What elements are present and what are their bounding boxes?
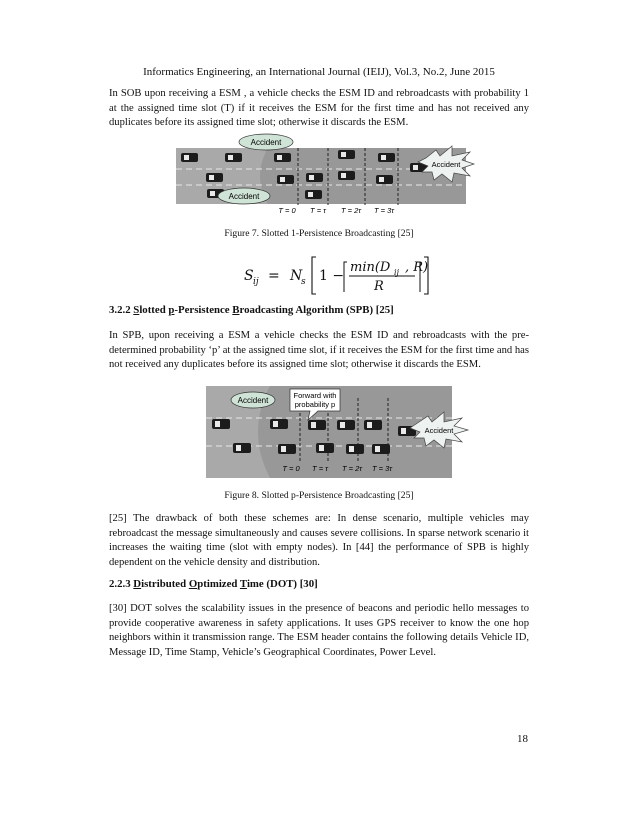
page-number: 18 xyxy=(517,733,528,745)
vehicle xyxy=(364,420,382,430)
time-label: T = 2τ xyxy=(341,464,363,473)
accident-burst-label: Accident xyxy=(424,426,454,435)
vehicle xyxy=(233,443,251,453)
time-label: T = 0 xyxy=(278,206,296,215)
formula-numerator-sub: ij xyxy=(394,268,400,277)
formula-n: N xyxy=(290,268,303,284)
vehicle xyxy=(372,444,390,454)
figure-8-caption: Figure 8. Slotted p-Persistence Broadcasting [25] xyxy=(224,490,414,501)
time-label: T = τ xyxy=(310,206,326,215)
vehicle xyxy=(212,419,230,429)
heading-dot: 2.2.3 Distributed Optimized Time (DOT) [30] xyxy=(109,578,318,590)
paragraph-dot: [30] DOT solves the scalability issues in the presence of beacons and periodic hello messages to provide cooperative awareness in safety applications. It uses GPS receiver to know the one hop neighbors within it transmission range. The ESM header contains the following details Vehicle ID, Message ID, Time Stamp, Vehicle’s Geographical Coordinates, Power Level. xyxy=(109,603,529,658)
accident-callout-top-label: Accident xyxy=(250,138,282,147)
formula-lhs-sub: ij xyxy=(253,277,259,287)
formula-denominator: R xyxy=(374,279,384,294)
heading-spb: 3.2.2 Slotted p-Persistence Broadcasting Algorithm (SPB) [25] xyxy=(109,304,394,316)
vehicle xyxy=(308,420,326,430)
paragraph-sob: In SOB upon receiving a ESM , a vehicle checks the ESM ID and rebroadcasts with probability 1 at the assigned time slot (T) if it receives the ESM for the first time and has not received any duplicates before its assigned time slot; otherwise it discards the ESM. xyxy=(109,88,529,128)
time-label: T = 3τ xyxy=(373,206,395,215)
formula-one-minus: 1 − xyxy=(319,268,345,284)
time-label: T = 3τ xyxy=(371,464,393,473)
formula-lhs: S xyxy=(244,268,254,284)
time-label: T = τ xyxy=(312,464,328,473)
time-label: T = 0 xyxy=(282,464,300,473)
formula-n-sub: s xyxy=(301,277,306,287)
paragraph-spb: In SPB, upon receiving a ESM a vehicle checks the ESM ID and rebroadcasts with the pre-determined probability ‘p’ at the assigned time slot, if it receives the ESM for the first time and has not received any duplicates before its assigned time slot; otherwise it discards the ESM. xyxy=(109,330,529,370)
vehicle xyxy=(337,420,355,430)
vehicle xyxy=(270,419,288,429)
vehicle xyxy=(316,443,334,453)
forward-callout-line2: probability p xyxy=(294,400,336,409)
formula-numerator-rest: , R) xyxy=(405,260,429,275)
formula-eq: = xyxy=(268,268,280,284)
vehicle xyxy=(346,444,364,454)
time-label: T = 2τ xyxy=(340,206,362,215)
paragraph-drawback: [25] The drawback of both these schemes are: In dense scenario, multiple vehicles may rebroadcast the message simultaneously and causes severe collisions. In sparse network scenario it increases the waiting time (slot with empty nodes). In [44] the performance of SPB is highly dependent on the vehicle density and distribution. xyxy=(109,513,529,568)
accident-callout-label: Accident xyxy=(237,396,269,405)
accident-callout-bottom-label: Accident xyxy=(228,192,260,201)
figure-7-caption: Figure 7. Slotted 1-Persistence Broadcasting [25] xyxy=(224,228,414,239)
formula-numerator-fn: min(D xyxy=(350,260,391,275)
accident-burst-label: Accident xyxy=(431,160,461,169)
forward-callout-line1: Forward with xyxy=(293,391,337,400)
running-header: Informatics Engineering, an International Journal (IEIJ), Vol.3, No.2, June 2015 xyxy=(143,66,495,78)
vehicle xyxy=(278,444,296,454)
